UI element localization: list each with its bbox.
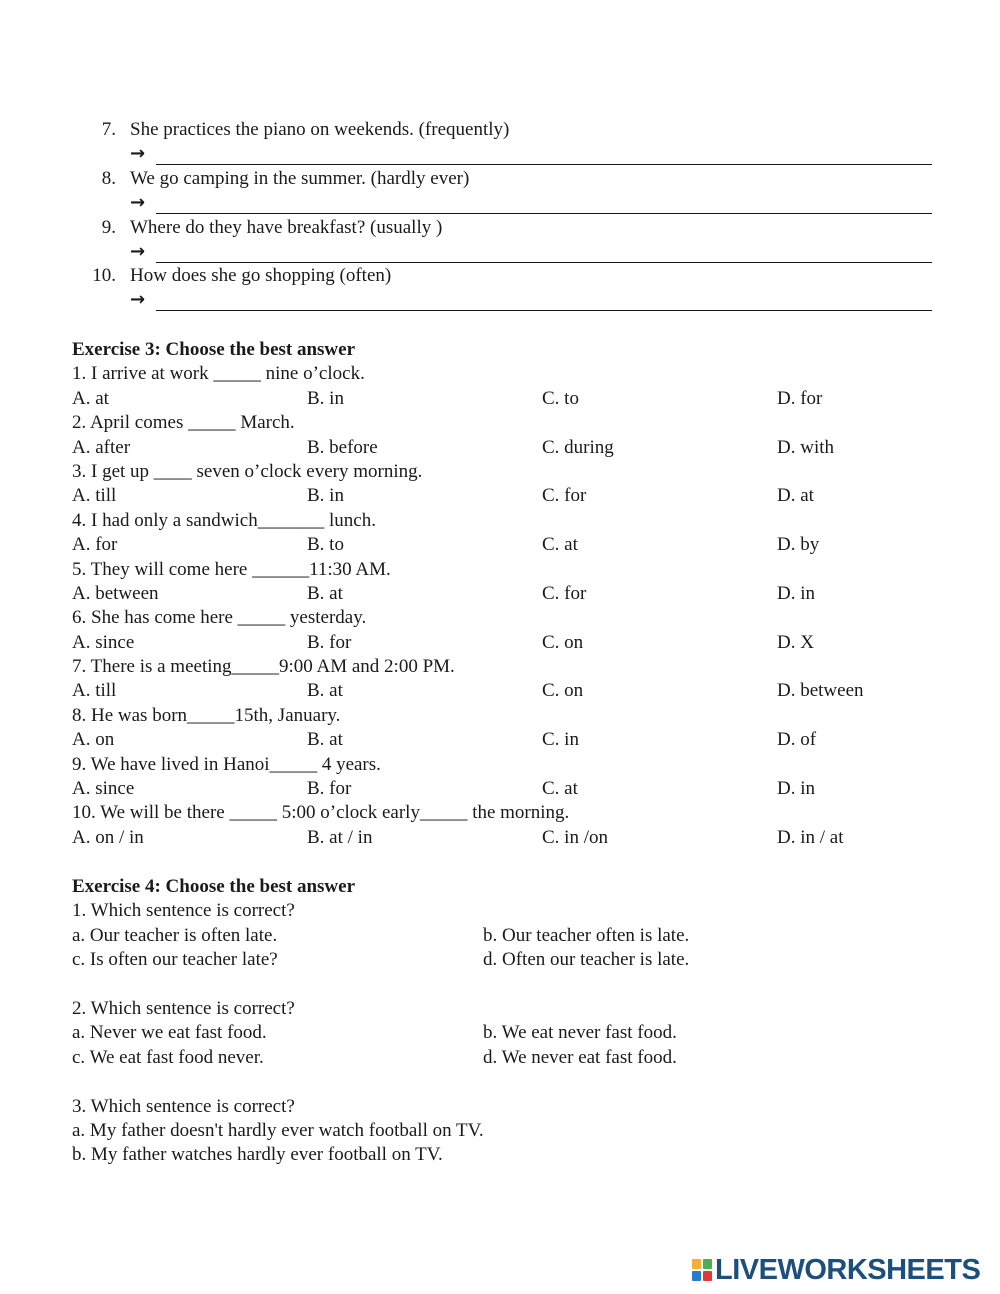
option-d[interactable]: D. for: [777, 387, 823, 409]
option-c[interactable]: c. We eat fast food never.: [72, 1046, 264, 1068]
question-text: 1. I arrive at work _____ nine o’clock.: [72, 363, 365, 385]
option-d[interactable]: D. in: [777, 778, 815, 800]
item-sentence: She practices the piano on weekends. (frequently): [130, 119, 510, 140]
option-d[interactable]: D. in: [777, 582, 815, 604]
answer-blank-line[interactable]: [156, 310, 932, 311]
question-text: 8. He was born_____15th, January.: [72, 704, 341, 726]
answer-blank-line[interactable]: [156, 213, 932, 214]
option-c[interactable]: C. in /on: [542, 826, 608, 848]
option-c[interactable]: C. at: [542, 534, 578, 556]
option-a[interactable]: A. for: [72, 534, 118, 556]
option-c[interactable]: c. Is often our teacher late?: [72, 949, 278, 971]
option-c[interactable]: C. for: [542, 582, 587, 604]
options-row: [72, 631, 952, 655]
option-d[interactable]: d. We never eat fast food.: [483, 1046, 677, 1068]
question-text: 4. I had only a sandwich_______ lunch.: [72, 509, 376, 531]
option-b[interactable]: b. My father watches hardly ever football on TV.: [72, 1144, 443, 1166]
question-text: 1. Which sentence is correct?: [72, 900, 295, 922]
arrow-right-icon: →: [130, 143, 146, 164]
options-row: [72, 387, 952, 411]
options-row: [72, 826, 952, 850]
option-b[interactable]: b. Our teacher often is late.: [483, 924, 690, 946]
options-row: [72, 728, 952, 752]
option-c[interactable]: C. in: [542, 729, 579, 751]
option-a[interactable]: A. on / in: [72, 826, 144, 848]
option-c[interactable]: C. at: [542, 778, 578, 800]
options-row: [72, 533, 952, 557]
option-b[interactable]: B. in: [307, 485, 344, 507]
rewrite-item: [0, 118, 1000, 167]
item-number: 7.: [101, 119, 116, 140]
option-c[interactable]: C. for: [542, 485, 587, 507]
option-a[interactable]: A. till: [72, 680, 117, 702]
option-b[interactable]: b. We eat never fast food.: [483, 1022, 677, 1044]
options-row: [72, 582, 952, 606]
spacer: [72, 1070, 952, 1094]
question-text: 5. They will come here ______11:30 AM.: [72, 558, 391, 580]
options-row: [72, 948, 952, 972]
option-a[interactable]: A. since: [72, 778, 135, 800]
rewrite-item: [0, 216, 1000, 265]
option-b[interactable]: B. at: [307, 680, 343, 702]
option-d[interactable]: d. Often our teacher is late.: [483, 949, 690, 971]
answer-blank-line[interactable]: [156, 164, 932, 165]
item-sentence: Where do they have breakfast? (usually ): [130, 216, 443, 238]
option-a[interactable]: A. till: [72, 485, 117, 507]
question-text: 7. There is a meeting_____9:00 AM and 2:00 PM.: [72, 656, 455, 678]
option-b[interactable]: B. in: [307, 387, 344, 409]
rewrite-item: [0, 264, 1000, 313]
item-sentence: How does she go shopping (often): [130, 265, 392, 287]
options-row: [72, 777, 952, 801]
logo-square: [692, 1259, 701, 1269]
logo-square: [703, 1271, 712, 1281]
option-a[interactable]: A. between: [72, 582, 159, 604]
option-c[interactable]: C. to: [542, 387, 579, 409]
option-d[interactable]: D. of: [777, 729, 817, 751]
question-text: 3. I get up ____ seven o’clock every morning.: [72, 460, 423, 482]
logo-square: [692, 1271, 701, 1281]
item-number: 10.: [92, 265, 116, 287]
arrow-right-icon: →: [130, 240, 146, 262]
rewrite-item: [0, 167, 1000, 216]
option-b[interactable]: B. at: [307, 582, 343, 604]
logo-mark-icon: [692, 1259, 712, 1281]
option-a[interactable]: A. on: [72, 729, 115, 751]
question-text: 10. We will be there _____ 5:00 o’clock early_____ the morning.: [72, 802, 570, 824]
question-text: 2. Which sentence is correct?: [72, 997, 295, 1019]
item-sentence: We go camping in the summer. (hardly ever): [130, 167, 470, 189]
arrow-right-icon: →: [130, 289, 146, 311]
options-row: [72, 924, 952, 948]
option-d[interactable]: D. between: [777, 680, 864, 702]
exercise4: [72, 875, 952, 1168]
spacer: [72, 973, 952, 997]
option-d[interactable]: D. X: [777, 631, 814, 653]
option-d[interactable]: D. with: [777, 436, 834, 458]
option-c[interactable]: C. on: [542, 680, 584, 702]
options-row: [72, 1021, 952, 1045]
exercise2-rewrite-items: [0, 118, 1000, 313]
option-b[interactable]: B. at / in: [307, 826, 373, 848]
logo-text: LIVEWORKSHEETS: [715, 1254, 981, 1286]
option-b[interactable]: B. before: [307, 436, 378, 458]
option-d[interactable]: D. in / at: [777, 826, 844, 848]
arrow-right-icon: →: [130, 191, 146, 213]
question-text: 6. She has come here _____ yesterday.: [72, 607, 367, 629]
item-number: 9.: [101, 216, 116, 238]
option-a[interactable]: A. after: [72, 436, 131, 458]
options-row: [72, 436, 952, 460]
options-row: [72, 484, 952, 508]
option-d[interactable]: D. by: [777, 534, 820, 556]
option-c[interactable]: C. during: [542, 436, 614, 458]
option-b[interactable]: B. for: [307, 778, 352, 800]
option-a[interactable]: A. at: [72, 387, 109, 409]
option-b[interactable]: B. to: [307, 534, 344, 556]
options-row: [72, 679, 952, 703]
question-text: 3. Which sentence is correct?: [72, 1095, 295, 1117]
options-row: [72, 1046, 952, 1070]
exercise3: [72, 338, 952, 850]
option-b[interactable]: B. at: [307, 729, 343, 751]
liveworksheets-logo: [692, 1254, 980, 1286]
question-text: 9. We have lived in Hanoi_____ 4 years.: [72, 753, 381, 775]
exercise-title: Exercise 3: Choose the best answer: [72, 339, 356, 360]
answer-blank-line[interactable]: [156, 262, 932, 263]
exercise-title: Exercise 4: Choose the best answer: [72, 876, 356, 897]
option-d[interactable]: D. at: [777, 485, 814, 507]
option-a[interactable]: a. Never we eat fast food.: [72, 1022, 267, 1044]
option-a[interactable]: a. Our teacher is often late.: [72, 924, 278, 946]
option-c[interactable]: C. on: [542, 631, 584, 653]
option-a[interactable]: a. My father doesn't hardly ever watch football on TV.: [72, 1119, 484, 1141]
question-text: 2. April comes _____ March.: [72, 412, 295, 434]
option-a[interactable]: A. since: [72, 631, 135, 653]
item-number: 8.: [101, 167, 116, 189]
logo-square: [703, 1259, 712, 1269]
option-b[interactable]: B. for: [307, 631, 352, 653]
